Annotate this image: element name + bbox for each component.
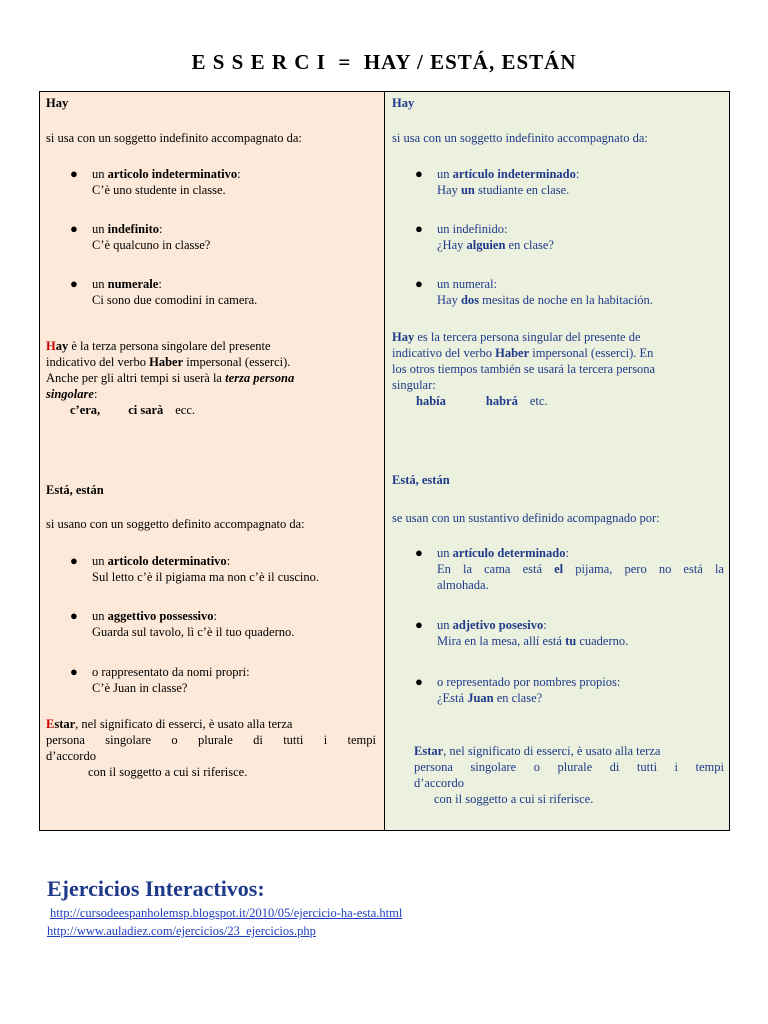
list-item: ● un artículo indeterminado: Hay un studiante en clase. xyxy=(415,166,580,197)
italian-column xyxy=(40,92,385,830)
bullet-icon: ● xyxy=(70,553,78,568)
list-item: ● un indefinito: C’è qualcuno in classe? xyxy=(70,221,211,252)
bullet-icon: ● xyxy=(70,276,78,291)
example-text: Guarda sul tavolo, lì c’è il tuo quaderno. xyxy=(92,625,295,639)
exercise-link-1[interactable]: http://cursodeespanholemsp.blogspot.it/2010/05/ejercicio-ha-esta.html xyxy=(50,906,403,920)
bullet-icon: ● xyxy=(415,545,423,560)
list-item: ● o representado por nombres propios: ¿Está Juan en clase? xyxy=(415,674,621,705)
esta-heading: Está, están xyxy=(46,483,104,497)
estar-paragraph: Estar, nel significato di esserci, è usato alla terza persona singolare o plurale di tutti i tempi d’accordo con il soggetto a cui si riferisce. xyxy=(414,744,724,806)
hay-paragraph: Hay è la terza persona singolare del presente indicativo del verbo Haber impersonal (esserci). Anche per gli altri tempi si userà la terza persona singolare: c’era, ci sarà ecc. xyxy=(46,339,295,417)
list-item: ● un articolo determinativo: Sul letto c’è il pigiama ma non c’è il cuscino. xyxy=(70,553,320,584)
exercises-heading: Ejercicios Interactivos: xyxy=(47,876,265,901)
exercise-link-2[interactable]: http://www.auladiez.com/ejercicios/23_ejercicios.php xyxy=(47,924,316,938)
list-item: ● un artículo determinado: En la cama está el pijama, pero no está la almohada. xyxy=(415,545,724,592)
page-title: E S S E R C I = HAY / ESTÁ, ESTÁN xyxy=(191,50,577,74)
example-text: Ci sono due comodini in camera. xyxy=(92,293,258,307)
bullet-icon: ● xyxy=(415,221,423,236)
bullet-icon: ● xyxy=(70,221,78,236)
esta-intro: si usano con un soggetto definito accompagnato da: xyxy=(46,517,305,531)
bullet-icon: ● xyxy=(415,166,423,181)
hay-heading: Hay xyxy=(392,96,415,110)
hay-intro: si usa con un soggetto indefinito accompagnato da: xyxy=(392,131,648,145)
esta-intro: se usan con un sustantivo definido acompagnado por: xyxy=(392,511,660,525)
estar-paragraph: Estar, nel significato di esserci, è usato alla terza persona singolare o plurale di tutti i tempi d’accordo con il soggetto a cui si riferisce. xyxy=(46,717,376,779)
bullet-icon: ● xyxy=(415,617,423,632)
list-item: ● o rappresentato da nomi propri: C’è Juan in classe? xyxy=(70,664,250,695)
esta-heading: Está, están xyxy=(392,473,450,487)
example-text: C’è qualcuno in classe? xyxy=(92,238,211,252)
hay-paragraph: Hay es la tercera persona singular del presente de indicativo del verbo Haber impersonal (esserci). En los otros tiempos también se usará la tercera persona singular: había habrá etc. xyxy=(392,330,656,408)
bullet-icon: ● xyxy=(70,664,78,679)
bullet-icon: ● xyxy=(70,166,78,181)
list-item: ● un numeral: Hay dos mesitas de noche en la habitación. xyxy=(415,276,653,307)
list-item: ● un aggettivo possessivo: Guarda sul tavolo, lì c’è il tuo quaderno. xyxy=(70,608,295,639)
example-text: Sul letto c’è il pigiama ma non c’è il cuscino. xyxy=(92,570,320,584)
list-item: ● un adjetivo posesivo: Mira en la mesa, allí está tu cuaderno. xyxy=(415,617,629,648)
list-item: ● un indefinido: ¿Hay alguien en clase? xyxy=(415,221,554,252)
example-text: C’è uno studente in classe. xyxy=(92,183,226,197)
comparison-table xyxy=(39,91,730,831)
list-item: ● un articolo indeterminativo: C’è uno studente in classe. xyxy=(70,166,241,197)
bullet-icon: ● xyxy=(415,674,423,689)
bullet-icon: ● xyxy=(70,608,78,623)
spanish-column xyxy=(385,92,729,830)
bullet-icon: ● xyxy=(415,276,423,291)
hay-heading: Hay xyxy=(46,96,69,110)
hay-intro: si usa con un soggetto indefinito accompagnato da: xyxy=(46,131,302,145)
list-item: ● un numerale: Ci sono due comodini in camera. xyxy=(70,276,258,307)
example-text: C’è Juan in classe? xyxy=(92,681,188,695)
